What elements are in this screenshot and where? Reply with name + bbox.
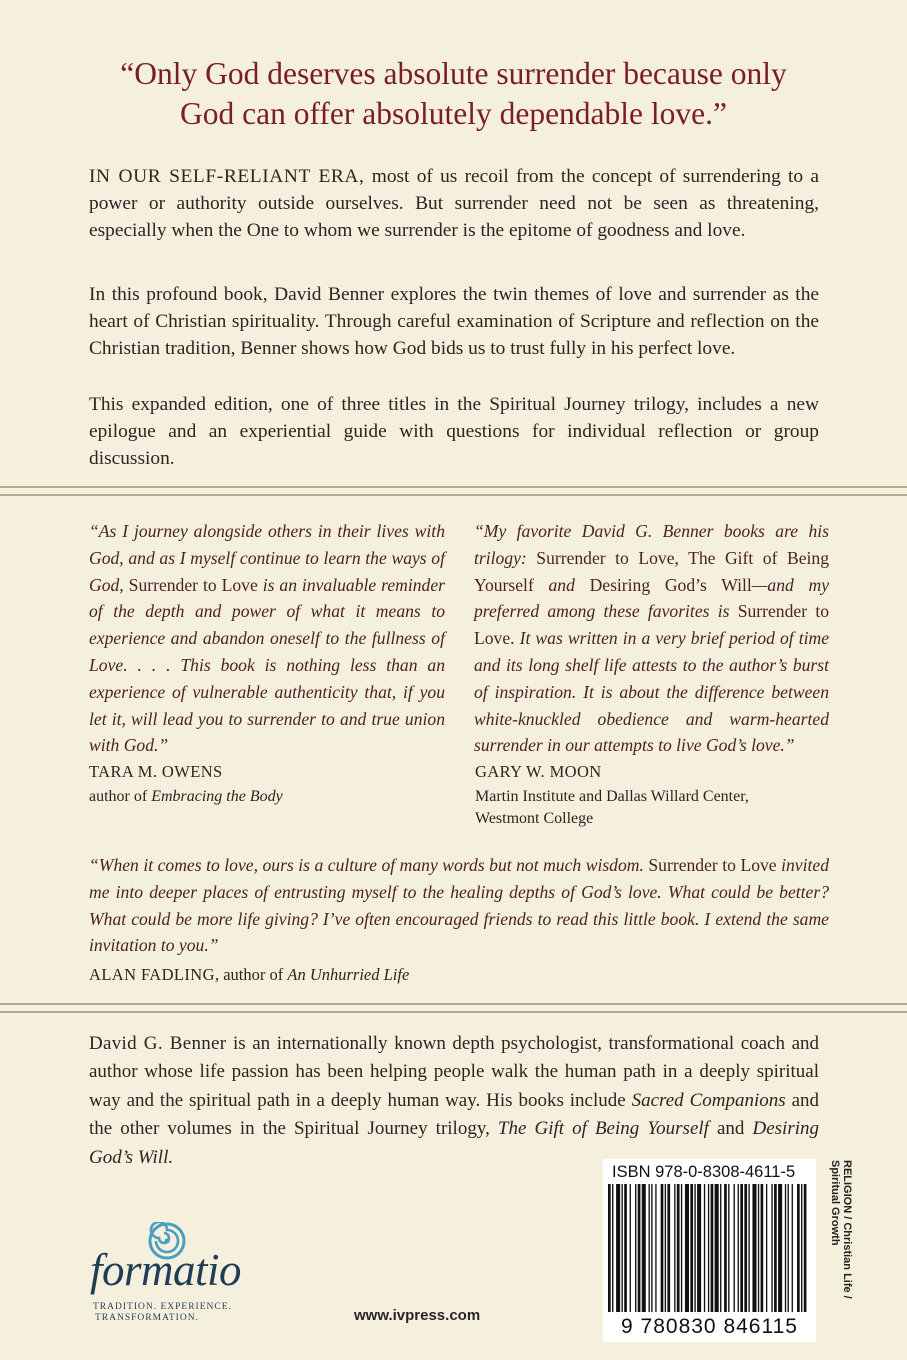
- publisher-logo-word: formatio: [90, 1245, 242, 1295]
- pull-quote: [0, 54, 907, 134]
- divider-top-a: [0, 486, 907, 488]
- description-paragraph-3: This expanded edition, one of three titles in the Spiritual Journey trilogy, includes a new epilogue and an experiential guide with questions for individual reflection or group discussion.: [89, 394, 819, 469]
- divider-bottom-a: [0, 1003, 907, 1005]
- endorser-role-moon: Martin Institute and Dallas Willard Center, Westmont College: [475, 788, 749, 827]
- description-paragraph-1: IN OUR SELF-RELIANT ERA, most of us recoil from the concept of surrendering to a power or authority outside ourselves. But surrender need not be seen as threatening, especially when the One to whom we surrender is the epitome of goodness and love.: [89, 166, 819, 241]
- description-lead-caps: IN OUR SELF-RELIANT ERA,: [89, 166, 365, 187]
- endorser-name-owens: TARA M. OWENS: [89, 762, 223, 781]
- pull-quote-line-1: “Only God deserves absolute surrender because only: [120, 56, 787, 91]
- pull-quote-line-2: God can offer absolutely dependable love.”: [180, 96, 727, 131]
- endorser-attribution-fadling: ALAN FADLING, author of An Unhurried Life: [89, 965, 410, 984]
- endorsement-fadling: “When it comes to love, ours is a culture of many words but not much wisdom. Surrender to Love invited me into deeper places of entrusting myself to the healing depths of God’s love. What could be better? What could be more life giving? I’ve often encouraged friends to read this little book. I extend the same invitation to you.”: [89, 855, 829, 956]
- barcode-icon: [606, 1184, 813, 1314]
- isbn-label: ISBN 978-0-8308-4611-5: [612, 1163, 796, 1181]
- endorser-name-moon: GARY W. MOON: [475, 762, 602, 781]
- category-label: RELIGION / Christian Life / Spiritual Growth: [829, 1160, 853, 1299]
- divider-top-b: [0, 494, 907, 496]
- endorser-role-owens: author of Embracing the Body: [89, 788, 283, 805]
- author-bio: David G. Benner is an internationally known depth psychologist, transformational coach and author whose life passion has been helping people walk the human path in a deeply spiritual way and the spiritual path in a deeply human way. His books include Sacred Companions and the other volumes in the Spiritual Journey trilogy, The Gift of Being Yourself and Desiring God’s Will.: [89, 1033, 820, 1168]
- description-paragraph-2: In this profound book, David Benner explores the twin themes of love and surrender as the heart of Christian spirituality. Through careful examination of Scripture and reflection on the Christian tradition, Benner shows how God bids us to trust fully in his perfect love.: [89, 284, 819, 359]
- barcode-digits: 9 780830 846115: [621, 1315, 798, 1338]
- endorsement-owens: “As I journey alongside others in their lives with God, and as I myself continue to learn the ways of God, Surrender to Love is an invaluable reminder of the depth and power of what it means to experience and abandon oneself to the fullness of Love. . . . This book is nothing less than an experience of vulnerable authenticity that, if you let it, will lead you to surrender to and true union with God.”: [89, 521, 445, 756]
- author-name: David G. Benner: [89, 1033, 227, 1054]
- publisher-website: www.ivpress.com: [354, 1307, 481, 1324]
- endorsement-moon: “My favorite David G. Benner books are his trilogy: Surrender to Love, The Gift of Being Yourself and Desiring God’s Will—and my preferred among these favorites is Surrender to Love. It was written in a very brief period of time and its long shelf life attests to the author’s burst of inspiration. It is about the difference between white-knuckled obedience and warm-hearted surrender in our attempts to live God’s love.”: [474, 521, 830, 756]
- divider-bottom-b: [0, 1011, 907, 1013]
- publisher-tagline: TRADITION. EXPERIENCE. TRANSFORMATION.: [93, 1302, 232, 1323]
